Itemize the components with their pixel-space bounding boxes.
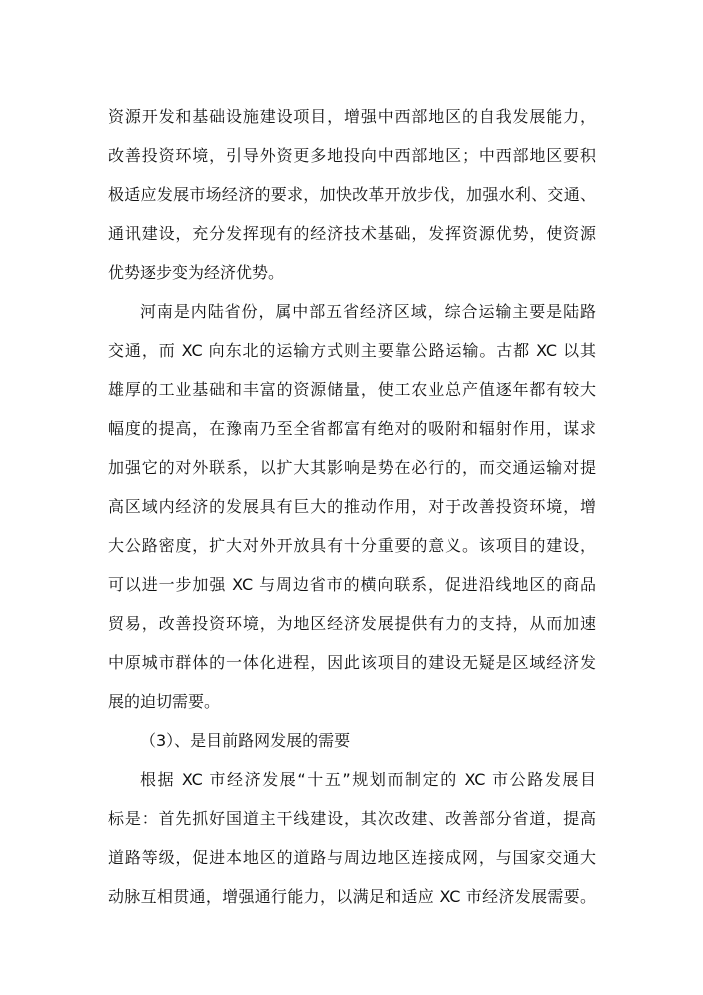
paragraph-line: 可以进一步加强 XC 与周边省市的横向联系，促进沿线地区的商品 (108, 575, 596, 594)
section-heading: （3）、是目前路网发展的需要 (140, 731, 351, 750)
paragraph-line: 动脉互相贯通，增强通行能力，以满足和适应 XC 市经济发展需要。 (108, 887, 596, 906)
paragraph-line: 加强它的对外联系，以扩大其影响是势在必行的，而交通运输对提 (108, 458, 596, 477)
paragraph-line: 改善投资环境，引导外资更多地投向中西部地区；中西部地区要积 (108, 146, 596, 165)
paragraph-line: 高区域内经济的发展具有巨大的推动作用，对于改善投资环境，增 (108, 497, 596, 516)
paragraph-line: 展的迫切需要。 (108, 692, 221, 711)
paragraph-line: 中原城市群体的一体化进程，因此该项目的建设无疑是区域经济发 (108, 653, 596, 672)
paragraph-line: 幅度的提高，在豫南乃至全省都富有绝对的吸附和辐射作用，谋求 (108, 419, 596, 438)
paragraph-line: 大公路密度，扩大对外开放具有十分重要的意义。该项目的建设， (108, 536, 596, 555)
paragraph-line: 道路等级，促进本地区的道路与周边地区连接成网，与国家交通大 (108, 848, 596, 867)
paragraph-line: 资源开发和基础设施建设项目，增强中西部地区的自我发展能力， (108, 107, 596, 126)
paragraph-line: 雄厚的工业基础和丰富的资源储量，使工农业总产值逐年都有较大 (108, 380, 596, 399)
paragraph-line: 根据 XC 市经济发展“十五”规划而制定的 XC 市公路发展目 (140, 770, 596, 789)
paragraph-line: 河南是内陆省份，属中部五省经济区域，综合运输主要是陆路 (140, 302, 596, 321)
paragraph-line: 通讯建设，充分发挥现有的经济技术基础，发挥资源优势，使资源 (108, 224, 596, 243)
paragraph-line: 交通，而 XC 向东北的运输方式则主要靠公路运输。古都 XC 以其 (108, 341, 596, 360)
paragraph-line: 标是：首先抓好国道主干线建设，其次改建、改善部分省道，提高 (108, 809, 596, 828)
paragraph-line: 贸易，改善投资环境，为地区经济发展提供有力的支持，从而加速 (108, 614, 596, 633)
paragraph-line: 极适应发展市场经济的要求，加快改革开放步伐，加强水利、交通、 (108, 185, 596, 204)
paragraph-line: 优势逐步变为经济优势。 (108, 263, 285, 282)
